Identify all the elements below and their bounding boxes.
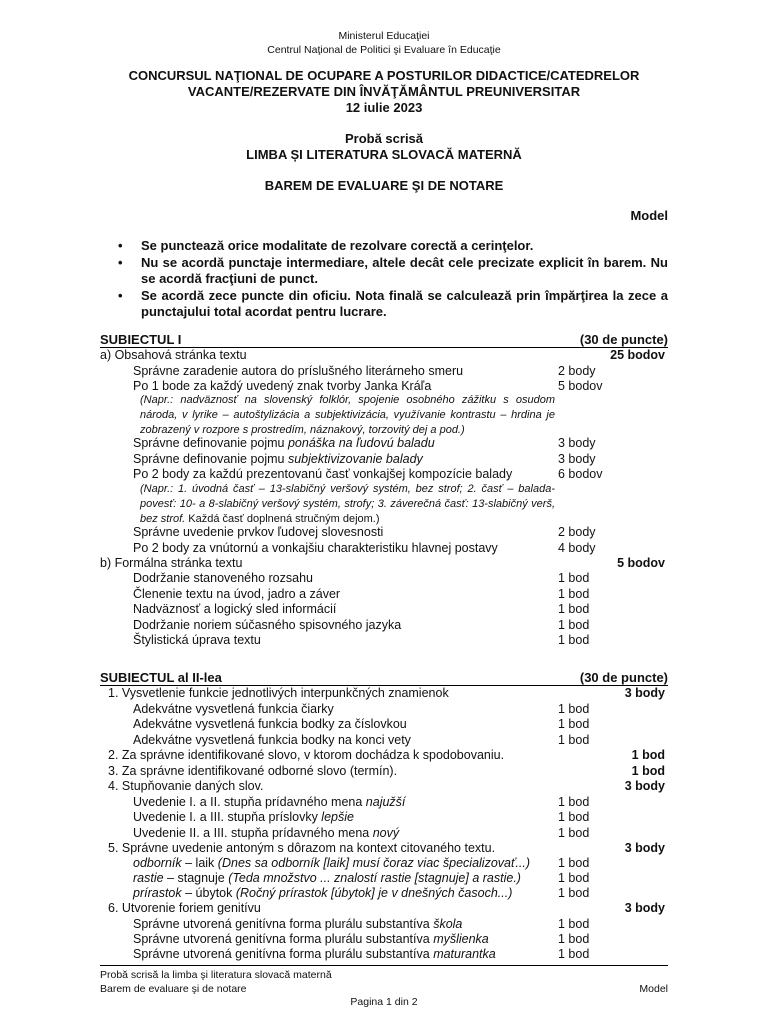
criterion-row [0, 932, 768, 948]
criterion-text: Dodržanie noriem súčasného spisovného jazyka [133, 618, 402, 632]
criterion-points: 1 bod [558, 856, 590, 870]
question-row [0, 901, 768, 917]
question-row [0, 841, 768, 857]
criterion-points: 1 bod [558, 571, 590, 585]
criterion-points: 4 body [558, 541, 596, 555]
criterion-text: Po 2 body za vnútornú a vonkajšiu charakteristiku hlavnej postavy [133, 541, 498, 555]
criterion-text: Nadväznosť a logický sled informácií [133, 602, 337, 616]
criterion-row [0, 525, 768, 541]
ministry-name: Ministerul Educaţiei [338, 30, 430, 42]
criterion-row [0, 717, 768, 733]
criterion-points: 6 bodov [558, 467, 603, 481]
bullet-icon: • [118, 288, 123, 303]
question-total: 3 body [624, 686, 665, 700]
criterion-text: Uvedenie I. a III. stupňa príslovky lepšie [133, 810, 354, 824]
criterion-points: 1 bod [558, 702, 590, 716]
criterion-text: Po 2 body za každú prezentovanú časť vonkajšej kompozície balady [133, 467, 513, 481]
criterion-points: 2 body [558, 364, 596, 378]
criterion-group-total: 25 bodov [610, 348, 665, 362]
footer-divider [100, 965, 668, 966]
criterion-row [0, 795, 768, 811]
question-text: 5. Správne uvedenie antoným s dôrazom na kontext citovaného textu. [108, 841, 496, 855]
criterion-row [0, 436, 768, 452]
question-total: 3 body [624, 779, 665, 793]
document-title: BAREM DE EVALUARE ŞI DE NOTARE [264, 178, 504, 193]
question-text: 2. Za správne identifikované slovo, v ktorom dochádza k spodobovaniu. [108, 748, 505, 762]
criterion-row [0, 633, 768, 649]
criterion-points: 1 bod [558, 932, 590, 946]
criterion-points: 1 bod [558, 810, 590, 824]
page-number: Pagina 1 din 2 [350, 996, 418, 1008]
instruction-3: Se acordă zece puncte din oficiu. Nota finală se calculează prin împărţirea la zece a punctajului total acordat pentru lucrare. [141, 288, 668, 319]
criterion-row [0, 947, 768, 963]
criterion-text: Správne uvedenie prvkov ľudovej slovesnosti [133, 525, 384, 539]
question-total: 3 body [624, 841, 665, 855]
criterion-row [0, 886, 768, 902]
title-line-2: VACANTE/REZERVATE DIN ÎNVĂŢĂMÂNTUL PREUNIVERSITAR [187, 84, 581, 99]
question-total: 3 body [624, 901, 665, 915]
criterion-text: odborník – laik (Dnes sa odborník [laik] musí čoraz viac špecializovať...) [133, 856, 530, 870]
question-row [0, 779, 768, 795]
bullet-icon: • [118, 238, 123, 253]
criterion-group-label: a) Obsahová stránka textu [100, 348, 247, 362]
criterion-row [0, 871, 768, 887]
criterion-row [0, 541, 768, 557]
section-1-title: SUBIECTUL I [100, 332, 182, 347]
criterion-points: 1 bod [558, 795, 590, 809]
criterion-text: Adekvátne vysvetlená funkcia bodky na konci vety [133, 733, 411, 747]
question-text: 6. Utvorenie foriem genitívu [108, 901, 261, 915]
criterion-row [0, 364, 768, 380]
criterion-text: Správne definovanie pojmu ponáška na ľudovú baladu [133, 436, 435, 450]
question-row [0, 748, 768, 764]
section-2-title: SUBIECTUL al II-lea [100, 670, 222, 685]
criterion-text: Správne definovanie pojmu subjektivizovanie balady [133, 452, 423, 466]
footer-document-name: Barem de evaluare şi de notare [100, 983, 247, 995]
criterion-group [0, 348, 768, 364]
criterion-text: Štylistická úprava textu [133, 633, 261, 647]
example-note: (Napr.: nadväznosť na slovenský folklór, spojenie osobného zážitku s osudom národa, v lyrike – autoštylizácia a subjektivizácia, využívanie kontrastu – hrdina je zobrazený v rozpore s prostredím, náznakový, torzovitý dej a pod.) [140, 394, 555, 436]
criterion-text: Adekvátne vysvetlená funkcia čiarky [133, 702, 334, 716]
question-total: 1 bod [631, 764, 665, 778]
criterion-row [0, 702, 768, 718]
center-name: Centrul Naţional de Politici şi Evaluare în Educaţie [267, 44, 501, 56]
criterion-row [0, 733, 768, 749]
criterion-points: 1 bod [558, 618, 590, 632]
criterion-row [0, 452, 768, 468]
section-2-header [100, 670, 668, 686]
criterion-points: 1 bod [558, 871, 590, 885]
criterion-text: Dodržanie stanoveného rozsahu [133, 571, 313, 585]
criterion-group-total: 5 bodov [617, 556, 665, 570]
instruction-2: Nu se acordă punctaje intermediare, altele decât cele precizate explicit în barem. Nu se acordă fracţiuni de punct. [141, 255, 668, 286]
criterion-text: prírastok – úbytok (Ročný prírastok [úbytok] je v dnešných časoch...) [133, 886, 513, 900]
criterion-text: Správne utvorená genitívna forma plurálu substantíva škola [133, 917, 463, 931]
instruction-1: Se punctează orice modalitate de rezolvare corectă a cerinţelor. [141, 238, 534, 253]
criterion-text: Adekvátne vysvetlená funkcia bodky za číslovkou [133, 717, 407, 731]
criterion-text: Členenie textu na úvod, jadro a záver [133, 587, 341, 601]
criterion-points: 5 bodov [558, 379, 603, 393]
criterion-points: 1 bod [558, 917, 590, 931]
criterion-row [0, 856, 768, 872]
question-row [0, 764, 768, 780]
criterion-row [0, 571, 768, 587]
criterion-text: Správne zaradenie autora do príslušného literárneho smeru [133, 364, 464, 378]
subject-name: LIMBA ȘI LITERATURA SLOVACĂ MATERNĂ [246, 147, 522, 162]
footer-model-label: Model [639, 983, 668, 995]
criterion-text: rastie – stagnuje (Teda množstvo ... znalostí rastie [stagnuje] a rastie.) [133, 871, 521, 885]
criterion-text: Po 1 bode za každý uvedený znak tvorby Janka Kráľa [133, 379, 432, 393]
criterion-row [0, 810, 768, 826]
criterion-points: 3 body [558, 436, 596, 450]
bullet-icon: • [118, 255, 123, 270]
question-row [0, 686, 768, 702]
criterion-points: 1 bod [558, 733, 590, 747]
criterion-points: 1 bod [558, 717, 590, 731]
title-line-1: CONCURSUL NAŢIONAL DE OCUPARE A POSTURILOR DIDACTICE/CATEDRELOR [128, 68, 640, 83]
criterion-row [0, 618, 768, 634]
criterion-text: Uvedenie II. a III. stupňa prídavného mena nový [133, 826, 400, 840]
section-2-points: (30 de puncte) [579, 670, 668, 685]
criterion-group [0, 556, 768, 572]
criterion-points: 1 bod [558, 826, 590, 840]
criterion-group-label: b) Formálna stránka textu [100, 556, 243, 570]
criterion-row [0, 917, 768, 933]
section-1-points: (30 de puncte) [579, 332, 668, 347]
example-note: (Napr.: 1. úvodná časť – 13-slabičný veršový systém, bez strof; 2. časť – balada-povesť: 10- a 8-slabičný veršový systém, strofy; 3. záverečná časť: 13-slabičný verš, bez strof. Každá časť doplnená stručným dejom.) [140, 483, 555, 525]
question-text: 1. Vysvetlenie funkcie jednotlivých interpunkčných znamienok [108, 686, 449, 700]
criterion-text: Správne utvorená genitívna forma plurálu substantíva myšlienka [133, 932, 489, 946]
criterion-points: 1 bod [558, 602, 590, 616]
criterion-row [0, 826, 768, 842]
criterion-points: 1 bod [558, 947, 590, 961]
question-text: 3. Za správne identifikované odborné slovo (termín). [108, 764, 398, 778]
question-text: 4. Stupňovanie daných slov. [108, 779, 264, 793]
section-1-header [100, 332, 668, 348]
criterion-points: 3 body [558, 452, 596, 466]
exam-date: 12 iulie 2023 [345, 100, 423, 115]
criterion-text: Uvedenie I. a II. stupňa prídavného mena najužší [133, 795, 406, 809]
criterion-points: 2 body [558, 525, 596, 539]
criterion-points: 1 bod [558, 886, 590, 900]
criterion-row [0, 467, 768, 483]
criterion-text: Správne utvorená genitívna forma plurálu substantíva maturantka [133, 947, 496, 961]
criterion-points: 1 bod [558, 633, 590, 647]
footer-exam-name: Probă scrisă la limba şi literatura slovacă maternă [100, 969, 332, 981]
criterion-points: 1 bod [558, 587, 590, 601]
criterion-row [0, 587, 768, 603]
question-total: 1 bod [631, 748, 665, 762]
exam-type: Probă scrisă [344, 131, 424, 146]
model-label: Model [630, 208, 668, 223]
criterion-row [0, 602, 768, 618]
